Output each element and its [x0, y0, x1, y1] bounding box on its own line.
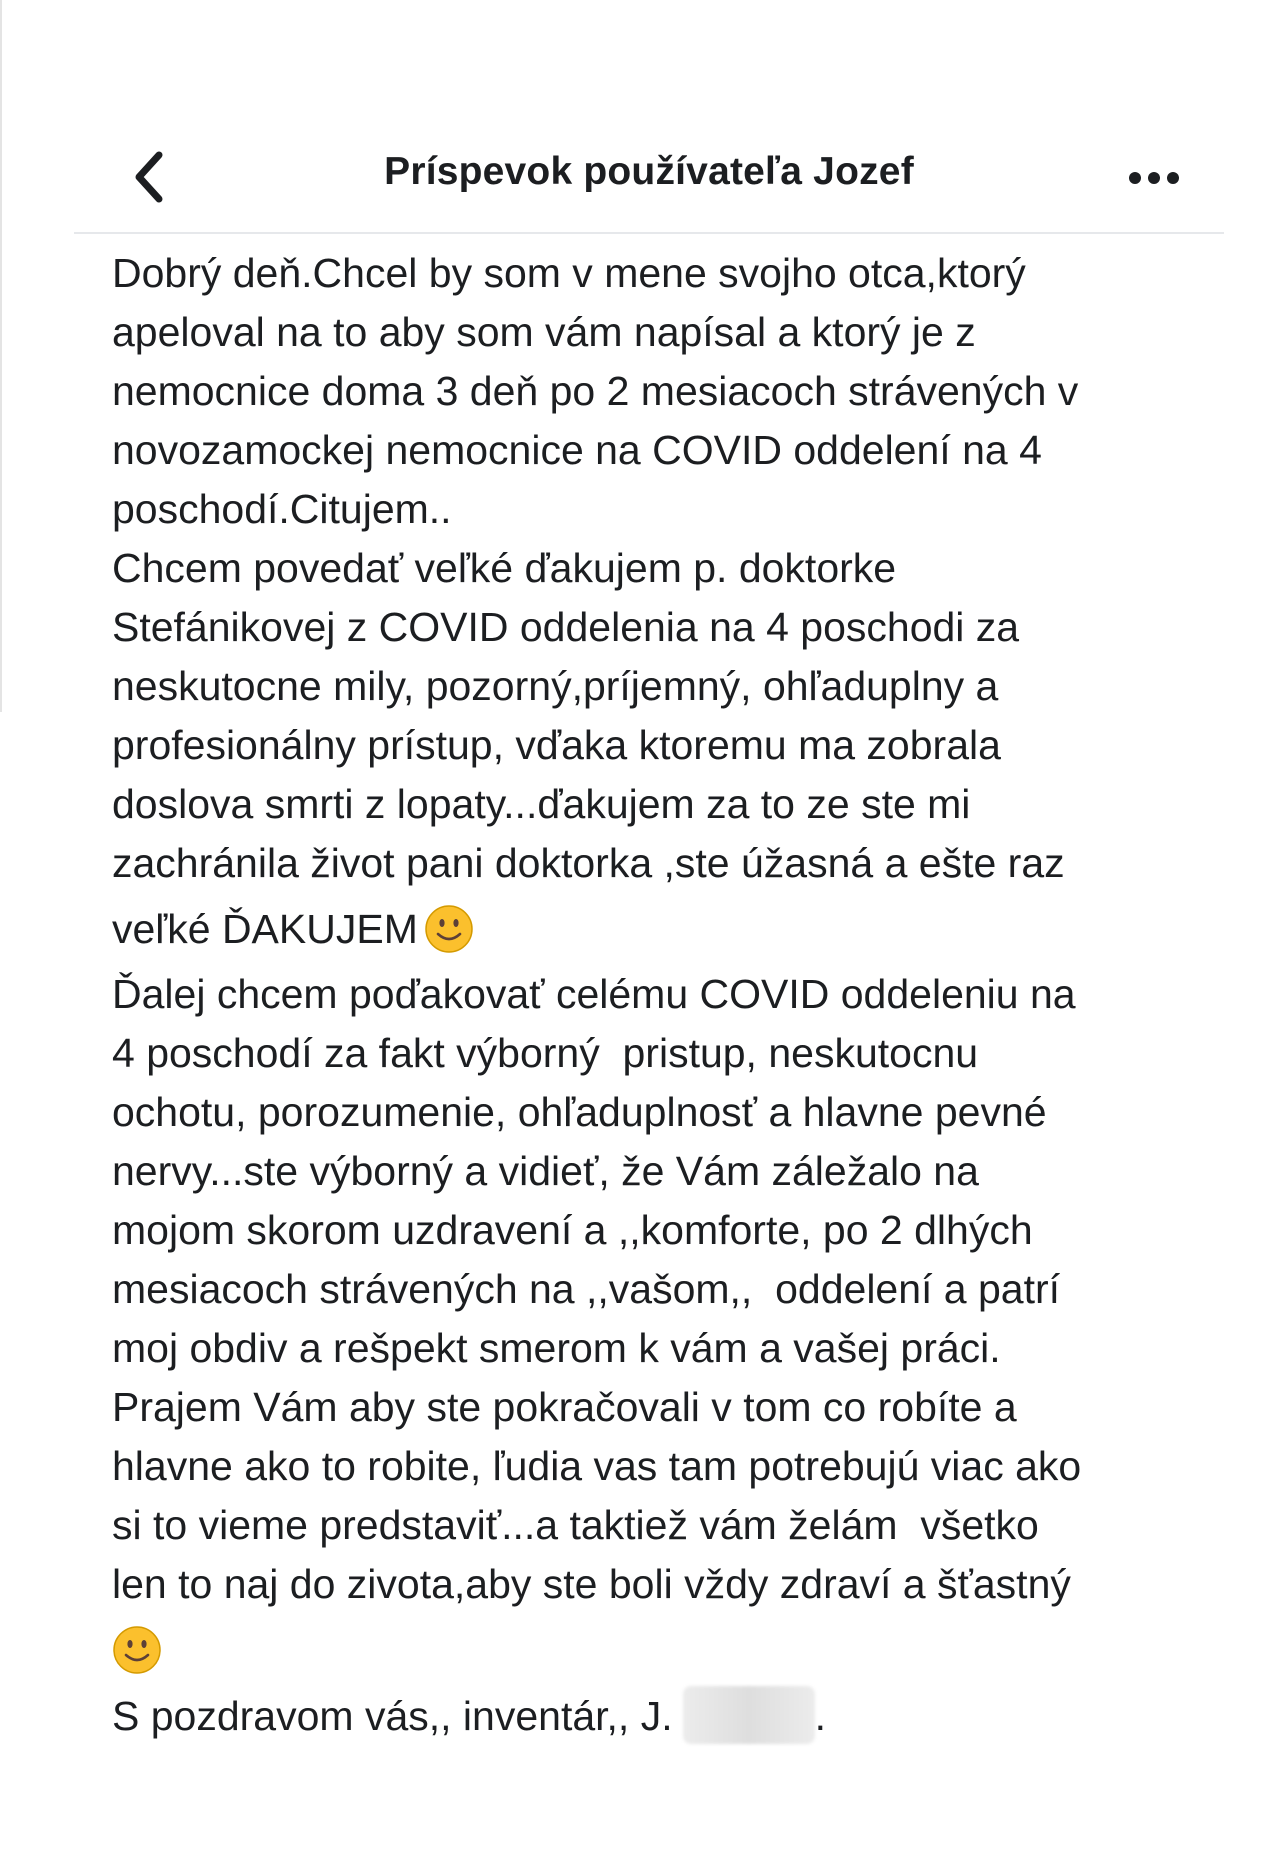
post-text-line: mesiacoch strávených na ,,vašom,, oddelení a patrí [112, 1266, 1061, 1312]
post-text-line: mojom skorom uzdravení a ,,komforte, po 2 dlhých [112, 1207, 1033, 1253]
post-text-line: moj obdiv a rešpekt smerom k vám a vašej práci. [112, 1325, 1001, 1371]
post-text-line: ochotu, porozumenie, ohľaduplnosť a hlavne pevné [112, 1089, 1047, 1135]
post-text-line: hlavne ako to robite, ľudia vas tam potrebujú viac ako [112, 1443, 1082, 1489]
post-text-line: apeloval na to aby som vám napísal a ktorý je z [112, 309, 976, 355]
post-text-line: novozamockej nemocnice na COVID oddelení na 4 [112, 427, 1042, 473]
page-title: Príspevok používateľa Jozef [384, 150, 914, 193]
post-text-line: nemocnice doma 3 deň po 2 mesiacoch strávených v [112, 368, 1079, 414]
post-text-line: 4 poschodí za fakt výborný pristup, neskutocnu [112, 1030, 979, 1076]
post-text-line: si to vieme predstaviť...a taktiež vám želám všetko [112, 1502, 1039, 1548]
screen-edge-divider [0, 0, 2, 712]
ellipsis-icon [1128, 171, 1180, 185]
post-text-line: poschodí.Citujem.. [112, 486, 452, 532]
post-text-line: doslova smrti z lopaty...ďakujem za to ze ste mi [112, 781, 971, 827]
post-text-line: profesionálny prístup, vďaka ktoremu ma zobrala [112, 722, 1001, 768]
post-text-line: Stefánikovej z COVID oddelenia na 4 poschodi za [112, 604, 1020, 650]
post-header [74, 110, 1224, 234]
smiley-emoji-icon [424, 904, 474, 954]
post-text-line: len to naj do zivota,aby ste boli vždy zdraví a šťastný [112, 1561, 1071, 1607]
post-text-line: Ďalej chcem poďakovať celému COVID oddeleniu na [112, 971, 1076, 1017]
post-text-line: veľké ĎAKUJEM [112, 906, 418, 952]
more-options-button[interactable] [1124, 158, 1184, 198]
signature-line [112, 1686, 1222, 1745]
smiley-emoji-icon [112, 1625, 162, 1675]
post-text-line-with-emoji [112, 893, 1222, 965]
post-text-line: nervy...ste výborný a vidieť, že Vám záležalo na [112, 1148, 979, 1194]
post-text-line: Prajem Vám aby ste pokračovali v tom co robíte a [112, 1384, 1017, 1430]
post-text-line: zachránila život pani doktorka ,ste úžasná a ešte raz [112, 840, 1065, 886]
signature-end: . [814, 1693, 826, 1739]
redacted-name [683, 1686, 815, 1744]
post-text-line: Dobrý deň.Chcel by som v mene svojho otca,ktorý [112, 250, 1026, 296]
post-body [112, 244, 1222, 1745]
emoji-line [112, 1614, 1222, 1686]
post-text-line: neskutocne mily, pozorný,príjemný, ohľaduplny a [112, 663, 999, 709]
post-text-line: Chcem povedať veľké ďakujem p. doktorke [112, 545, 897, 591]
signature-text: S pozdravom vás,, inventár,, J. [112, 1693, 673, 1739]
